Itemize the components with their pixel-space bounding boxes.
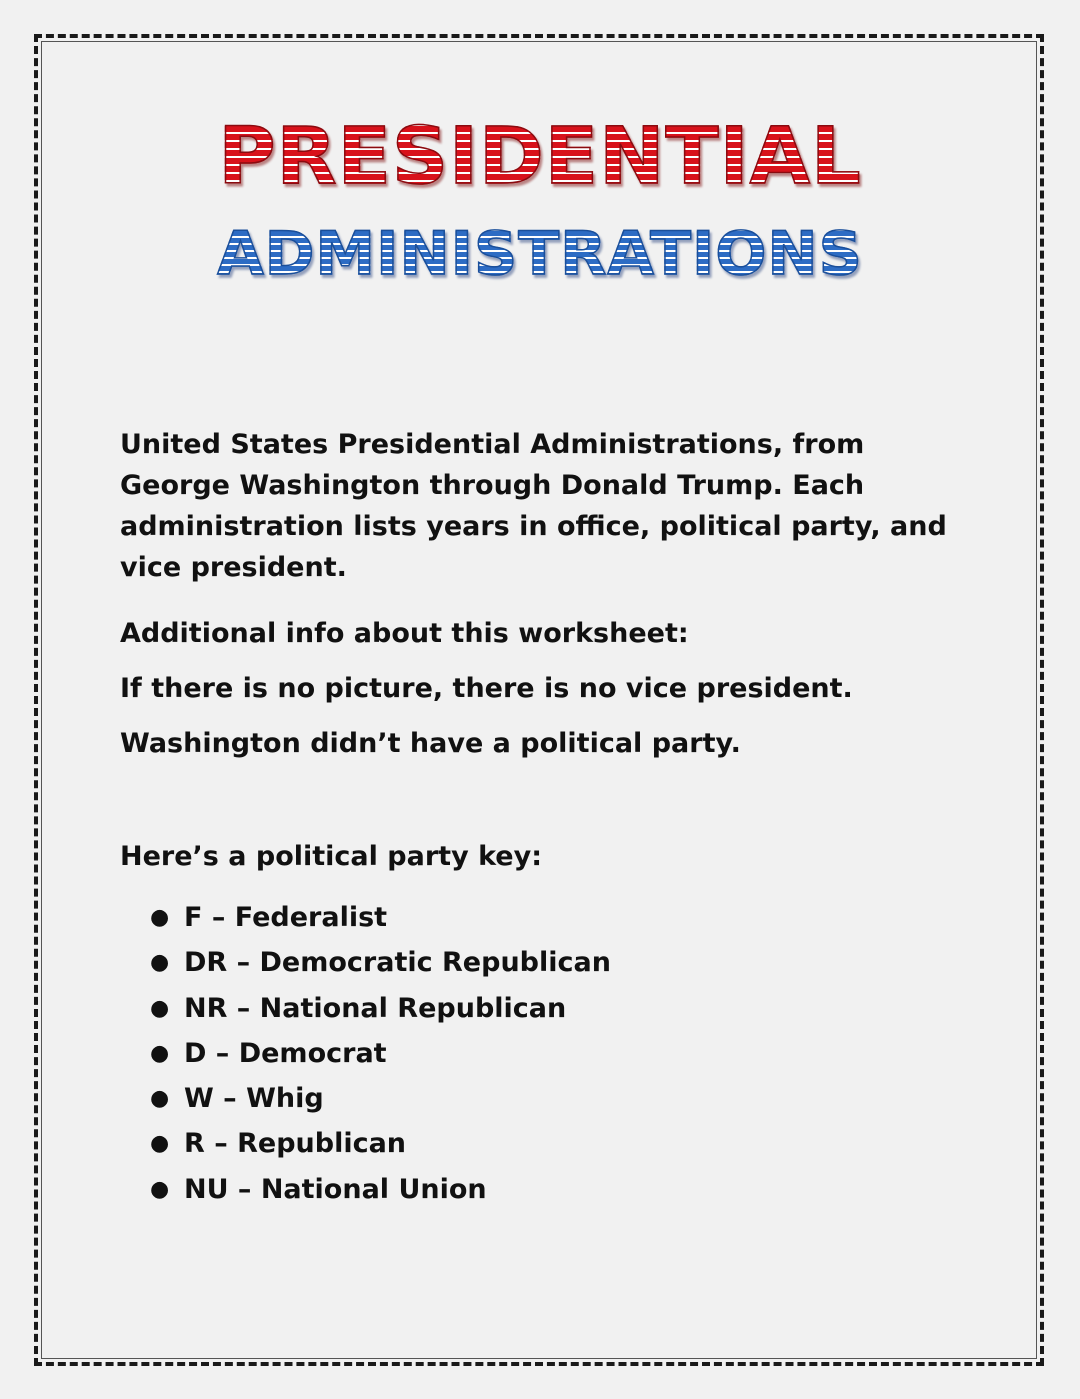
worksheet-title [0,108,1080,289]
list-item [150,895,611,940]
list-item [150,940,611,985]
additional-info-note: If there is no picture, there is no vice president. [120,673,853,704]
list-item [150,1121,611,1166]
list-item [150,1167,611,1212]
title-line-presidential: PRESIDENTIAL [0,118,1080,196]
list-item [150,986,611,1031]
intro-paragraph: United States Presidential Administrations, from George Washington through Donald Trump. Each administration lists years in office, political party, and vice president. [120,429,947,583]
bullet-icon: ● [150,1086,170,1112]
party-key-item: F – Federalist [184,902,388,933]
bullet-icon: ● [150,1176,170,1202]
bullet-icon: ● [150,1131,170,1157]
party-key-item: DR – Democratic Republican [184,947,611,979]
party-key-item: NU – National Union [184,1173,487,1205]
bullet-icon: ● [150,950,170,976]
bullet-icon: ● [150,1040,170,1066]
party-key-item: R – Republican [184,1128,407,1160]
additional-info-heading: Additional info about this worksheet: [120,618,689,649]
title-line-administrations: ADMINISTRATIONS [0,224,1080,284]
party-key-item: D – Democrat [184,1037,387,1069]
additional-info-note: Washington didn’t have a political party. [120,728,741,759]
party-key-item: W – Whig [184,1083,324,1115]
bullet-icon: ● [150,905,170,930]
party-key-list [150,895,611,1212]
list-item [150,1031,611,1076]
bullet-icon: ● [150,995,170,1021]
list-item [150,1076,611,1121]
party-key-heading: Here’s a political party key: [120,841,543,872]
party-key-item: NR – National Republican [184,992,567,1024]
